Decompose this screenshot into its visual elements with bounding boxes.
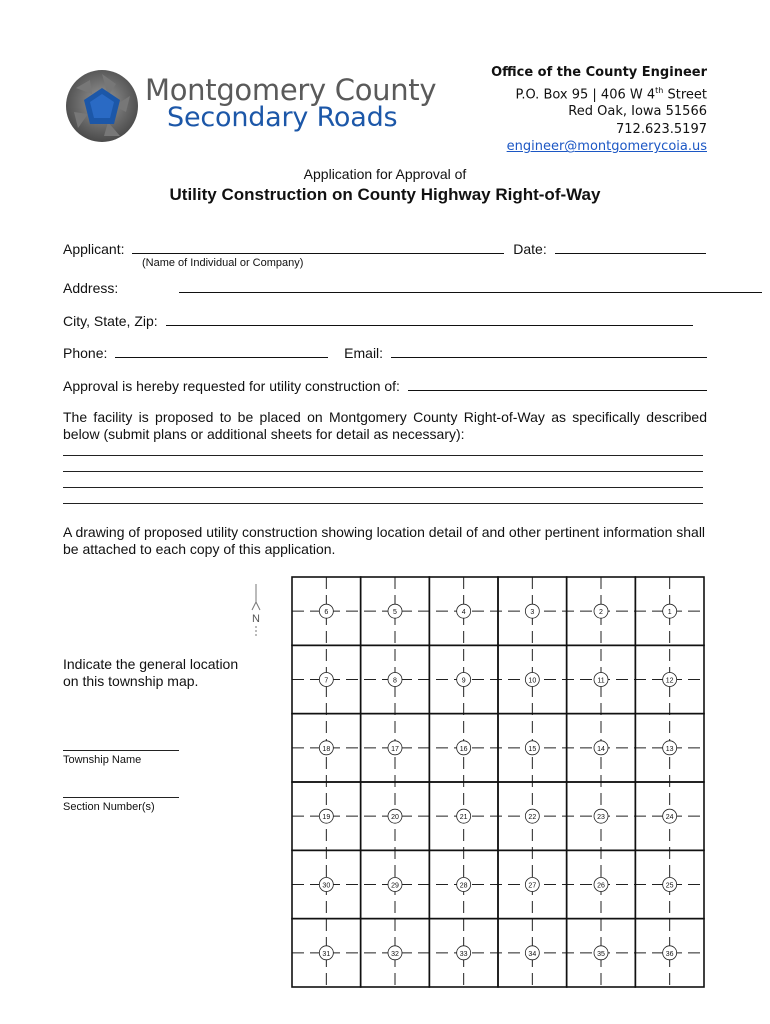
section-number: 4 xyxy=(461,609,466,617)
section-number-label: Section Number(s) xyxy=(63,801,155,813)
section-number: 13 xyxy=(665,745,674,753)
section-number: 15 xyxy=(528,745,537,753)
applicant-label: Applicant: xyxy=(63,241,125,257)
section-number: 22 xyxy=(528,814,537,822)
section-number: 33 xyxy=(459,950,468,958)
phone-email-row xyxy=(63,344,707,361)
section-number: 26 xyxy=(597,882,605,890)
logo-text-line2: Secondary Roads xyxy=(167,102,398,133)
township-map[interactable] xyxy=(291,576,705,988)
description-line-1[interactable] xyxy=(63,455,703,456)
office-email-link[interactable]: engineer@montgomerycoia.us xyxy=(506,139,707,155)
township-name-label: Township Name xyxy=(63,754,142,766)
logo-text-line1: Montgomery County xyxy=(145,73,437,107)
phone-label: Phone: xyxy=(63,345,108,361)
section-number: 7 xyxy=(324,677,329,685)
section-number: 32 xyxy=(391,950,399,958)
address-field[interactable] xyxy=(179,279,762,293)
po-box-tail: Street xyxy=(663,86,707,102)
section-number: 23 xyxy=(597,814,605,822)
approval-row xyxy=(63,377,707,394)
township-name-field[interactable] xyxy=(63,750,179,751)
description-line-3[interactable] xyxy=(63,487,703,488)
section-number-field[interactable] xyxy=(63,797,179,798)
po-box-text: P.O. Box 95 | 406 W 4 xyxy=(515,86,656,102)
description-line-4[interactable] xyxy=(63,503,703,504)
section-number: 34 xyxy=(528,950,537,958)
section-number: 21 xyxy=(459,814,468,822)
city-label: City, State, Zip: xyxy=(63,313,158,329)
section-number: 24 xyxy=(665,814,674,822)
applicant-field[interactable] xyxy=(132,240,504,254)
form-pretitle: Application for Approval of xyxy=(303,166,467,182)
map-instruction: Indicate the general location on this township map. xyxy=(63,656,239,689)
facility-description-text: The facility is proposed to be placed on Montgomery County Right-of-Way as specifically described below (submit plans or additional sheets for detail as necessary): xyxy=(63,409,707,442)
section-number: 25 xyxy=(665,882,674,890)
section-number: 10 xyxy=(528,677,537,685)
section-number: 5 xyxy=(393,609,397,617)
email-label: Email: xyxy=(344,345,384,361)
date-label: Date: xyxy=(513,241,547,257)
phone-field[interactable] xyxy=(115,344,328,358)
email-field[interactable] xyxy=(391,344,707,358)
applicant-row xyxy=(63,240,706,257)
office-title: Office of the County Engineer xyxy=(491,65,707,80)
section-number: 31 xyxy=(322,950,331,958)
section-number: 3 xyxy=(530,609,535,617)
description-line-2[interactable] xyxy=(63,471,703,472)
form-title: Utility Construction on County Highway Right-of-Way xyxy=(169,185,601,204)
office-address-block xyxy=(491,64,707,156)
north-arrow-icon xyxy=(246,582,266,638)
date-field[interactable] xyxy=(555,240,706,254)
section-number: 18 xyxy=(322,745,331,753)
address-row xyxy=(63,279,762,296)
section-number: 27 xyxy=(528,882,537,890)
section-number: 1 xyxy=(667,609,672,617)
po-box-sup: th xyxy=(655,85,664,95)
section-number: 2 xyxy=(599,609,603,617)
section-number: 36 xyxy=(665,950,674,958)
section-number: 17 xyxy=(391,745,399,753)
applicant-hint: (Name of Individual or Company) xyxy=(142,257,304,269)
address-label: Address: xyxy=(63,280,119,296)
drawing-note: A drawing of proposed utility construction showing location detail of and other pertinent information shall be attached to each copy of this application. xyxy=(63,524,706,557)
section-number: 30 xyxy=(322,882,331,890)
section-number: 11 xyxy=(597,677,605,685)
office-po-box xyxy=(491,82,707,104)
approval-label: Approval is hereby requested for utility construction of: xyxy=(63,378,400,394)
north-label: N xyxy=(252,613,260,625)
approval-field[interactable] xyxy=(408,377,707,391)
section-number: 12 xyxy=(665,677,674,685)
section-number: 6 xyxy=(324,609,329,617)
city-row xyxy=(63,312,693,329)
section-number: 8 xyxy=(393,677,397,685)
section-number: 35 xyxy=(597,950,605,958)
section-number: 9 xyxy=(461,677,466,685)
section-number: 20 xyxy=(391,814,399,822)
office-phone: 712.623.5197 xyxy=(616,121,707,137)
section-number: 29 xyxy=(391,882,399,890)
section-number: 14 xyxy=(597,745,605,753)
city-field[interactable] xyxy=(166,312,693,326)
office-city: Red Oak, Iowa 51566 xyxy=(568,104,707,120)
section-number: 19 xyxy=(322,814,331,822)
section-number: 16 xyxy=(459,745,468,753)
section-number: 28 xyxy=(459,882,468,890)
